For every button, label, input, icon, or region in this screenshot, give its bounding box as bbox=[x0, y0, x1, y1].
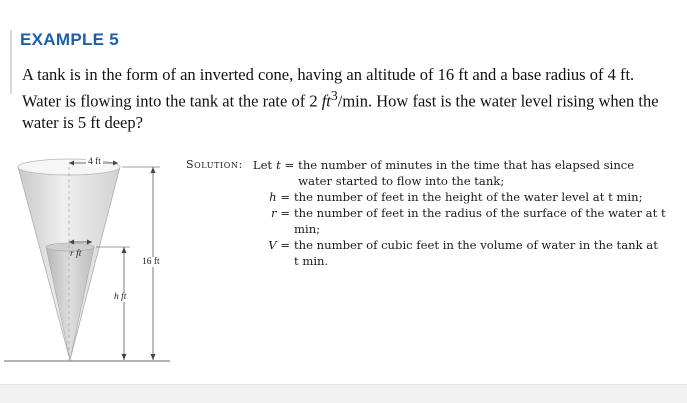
water-volume bbox=[46, 247, 94, 360]
definition-row bbox=[186, 205, 666, 237]
problem-text-part1: A tank is in the form of an inverted cone, having an altitude of 16 ft and a base radius of 4 ft. Water is flowing into the tank at the rate of 2 bbox=[22, 65, 635, 111]
definition-text: the number of cubic feet in the volume of water in the tank at t min. bbox=[294, 238, 658, 268]
example-title: EXAMPLE 5 bbox=[20, 30, 120, 49]
left-accent-rule bbox=[10, 30, 12, 94]
definition-text: the number of minutes in the time that has elapsed since water started to flow into the tank; bbox=[298, 158, 635, 188]
altitude-label: 16 ft bbox=[142, 257, 160, 267]
problem-text-part2: /min. How fast is the water level rising when the water is 5 ft deep? bbox=[22, 91, 659, 132]
solution-heading-row bbox=[186, 157, 666, 189]
definition-symbol: r = bbox=[271, 206, 290, 220]
rate-unit: ft bbox=[321, 91, 331, 111]
definition-symbol: t = bbox=[276, 158, 295, 172]
rate-exponent: 3 bbox=[330, 88, 338, 103]
depth-label: h ft bbox=[114, 292, 127, 302]
definition-row bbox=[186, 237, 666, 269]
water-radius-label: r ft bbox=[70, 249, 82, 259]
bottom-bar bbox=[0, 384, 687, 403]
definition-symbol: h = bbox=[269, 190, 290, 204]
solution-block bbox=[186, 157, 666, 269]
definition-symbol: V = bbox=[268, 238, 290, 252]
solution-lead: Let bbox=[252, 158, 273, 172]
definition-row bbox=[186, 189, 666, 205]
definition-text: the number of feet in the radius of the surface of the water at t min; bbox=[294, 206, 666, 236]
top-radius-label: 4 ft bbox=[88, 157, 101, 167]
problem-statement bbox=[22, 64, 662, 133]
definition-text: the number of feet in the height of the water level at t min; bbox=[294, 190, 643, 204]
solution-heading: Solution: bbox=[186, 158, 243, 171]
definition-list bbox=[186, 189, 666, 269]
cone-figure bbox=[0, 145, 180, 370]
